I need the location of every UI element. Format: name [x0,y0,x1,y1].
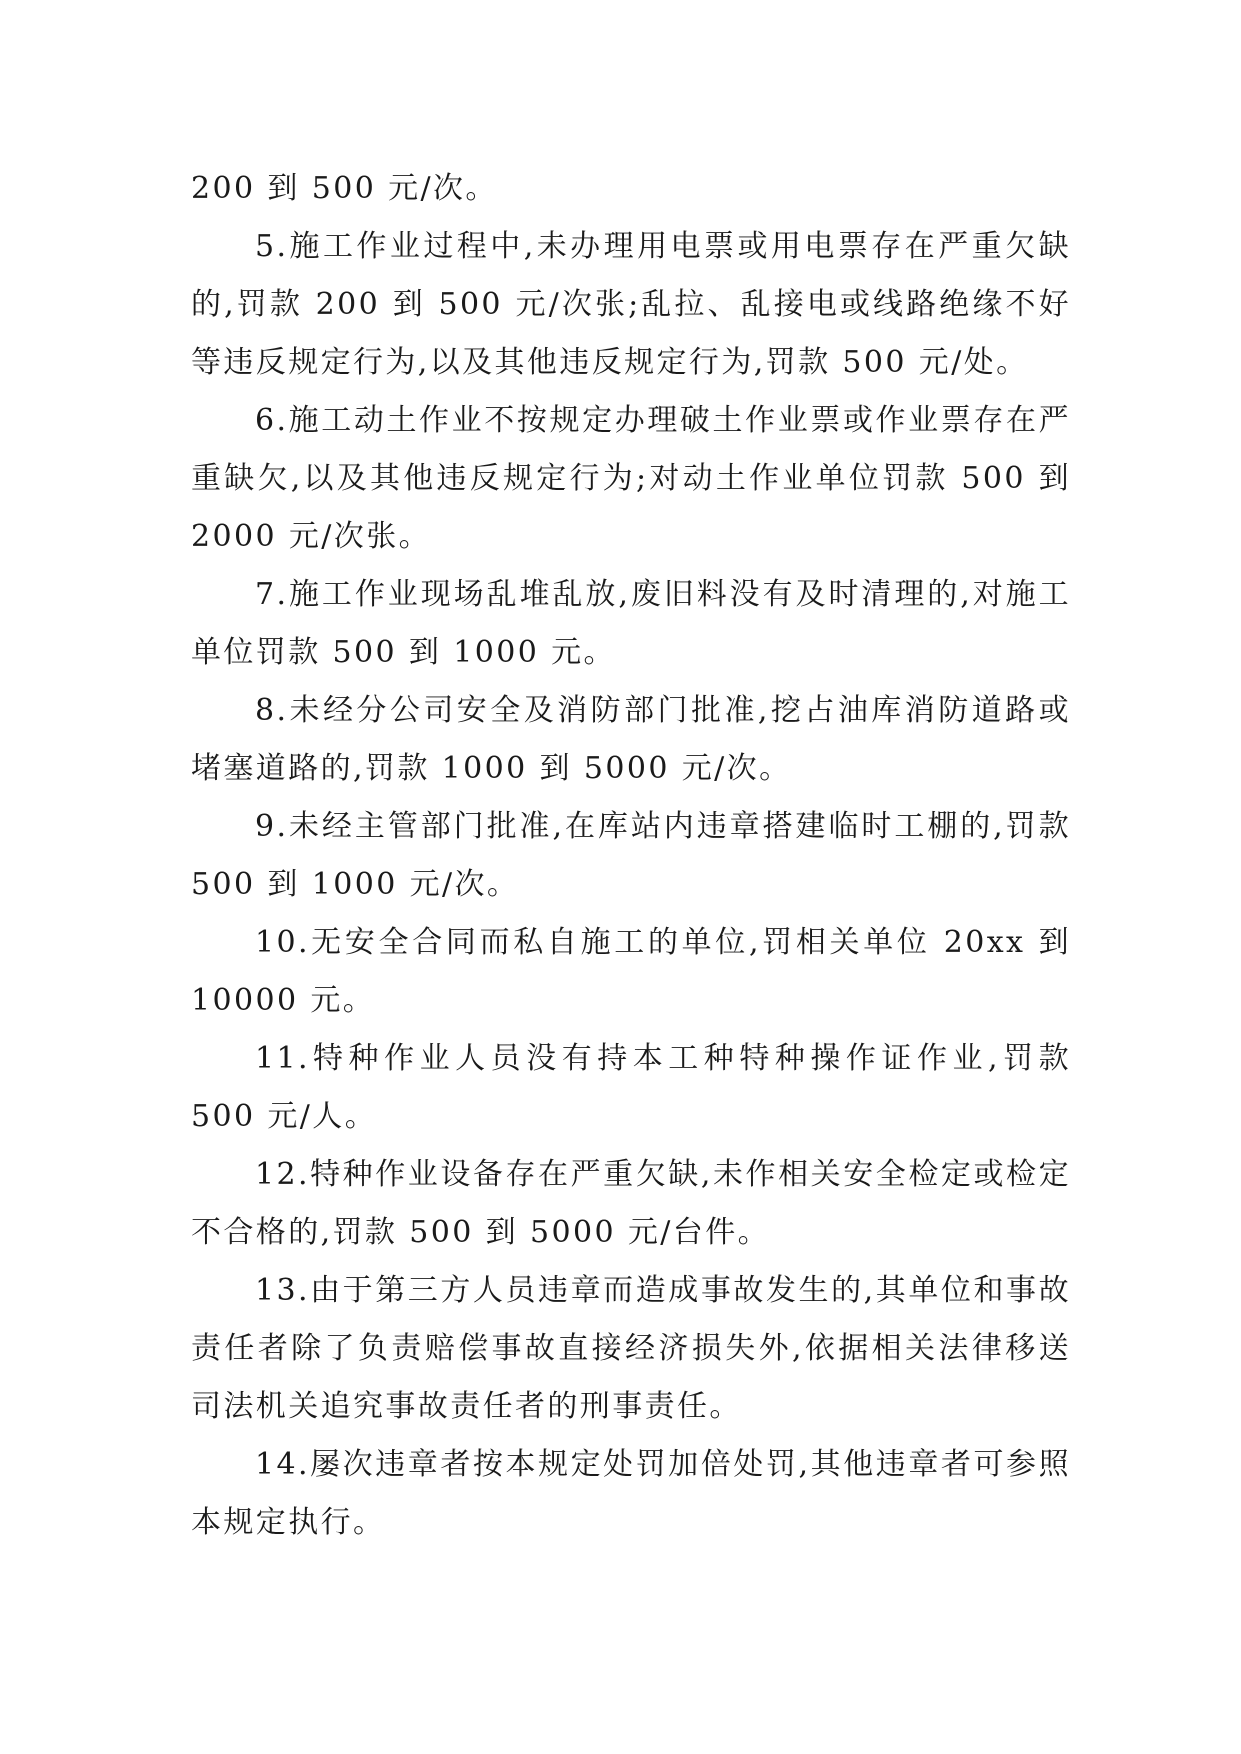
paragraph-item-7: 7.施工作业现场乱堆乱放,废旧料没有及时清理的,对施工单位罚款 500 到 1000 元。 [191,577,1071,670]
paragraph-continuation: 200 到 500 元/次。 [191,171,498,206]
paragraph-item-12: 12.特种作业设备存在严重欠缺,未作相关安全检定或检定不合格的,罚款 500 到 5000 元/台件。 [191,1157,1071,1250]
paragraph-item-8: 8.未经分公司安全及消防部门批准,挖占油库消防道路或堵塞道路的,罚款 1000 到 5000 元/次。 [191,693,1071,786]
paragraph-item-10: 10.无安全合同而私自施工的单位,罚相关单位 20xx 到 10000 元。 [191,925,1071,1018]
paragraph-item-11: 11.特种作业人员没有持本工种特种操作证作业,罚款 500 元/人。 [191,1041,1071,1134]
paragraph-item-6: 6.施工动土作业不按规定办理破土作业票或作业票存在严重缺欠,以及其他违反规定行为;对动土作业单位罚款 500 到 2000 元/次张。 [191,403,1071,554]
paragraph-item-13: 13.由于第三方人员违章而造成事故发生的,其单位和事故责任者除了负责赔偿事故直接经济损失外,依据相关法律移送司法机关追究事故责任者的刑事责任。 [191,1273,1071,1424]
paragraph-item-14: 14.屡次违章者按本规定处罚加倍处罚,其他违章者可参照本规定执行。 [191,1447,1071,1540]
paragraph-item-9: 9.未经主管部门批准,在库站内违章搭建临时工棚的,罚款 500 到 1000 元/次。 [191,809,1071,902]
paragraph-item-5: 5.施工作业过程中,未办理用电票或用电票存在严重欠缺的,罚款 200 到 500 元/次张;乱拉、乱接电或线路绝缘不好等违反规定行为,以及其他违反规定行为,罚款 500 元/处。 [191,229,1071,380]
document-body [191,160,1071,1552]
